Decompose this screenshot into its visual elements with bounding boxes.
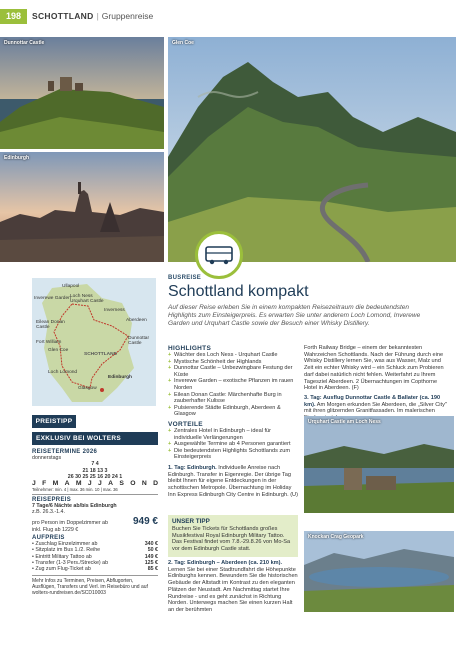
month: M — [52, 480, 59, 488]
tip-text: Buchen Sie Tickets für Schottlands großes Musikfestival Royal Edinburgh Military Tattoo. Das Festival findet vom 7.8.-29.8.26 von Mo-Sa vor dem Edinburgh Castle statt. — [172, 526, 291, 552]
bus-icon — [195, 231, 243, 279]
preis-heading: REISEPREIS — [32, 497, 72, 504]
glencoe-photo — [168, 37, 456, 262]
col3-text: Forth Railway Bridge – einem der bekanntesten Wahrzeichen Schottlands. Nach der Führung durch eine Whisky Distillery lernen Sie, was aus Wasser, Malz und Zeit ein echter Whisky wird – ein Schluck zum Probieren darf dabei natürlich nicht fehlen. Weiterfahrt zu Ihrem Tagesziel Aberdeen. 2 Übernachtungen im Copthorne Hotel in Aberdeen. (F) — [304, 345, 444, 392]
tour-kicker: BUSREISE — [168, 275, 202, 281]
month: S — [119, 480, 124, 488]
map-label: Loch Lomond — [48, 370, 78, 375]
map-label: Eilean Donan Castle — [36, 320, 65, 330]
highlight-item: + Eilean Donan Castle: Märchenhafte Burg in zauberhafter Kulisse — [168, 392, 298, 405]
aufpreis-label: Zug zum Flug-Ticket ab — [35, 566, 91, 573]
day3-text: Am Morgen erkunden Sie Aberdeen, die „Silver City" mit ihren glitzernden Granitfassaden. Im malerischen — [304, 401, 447, 415]
month-row — [32, 480, 158, 487]
aufpreis-value: 50 € — [147, 547, 158, 554]
vorteil-item: + Die bedeutendsten Highlights Schottlands zum Einsteigerpreis — [168, 448, 298, 461]
month: O — [130, 480, 136, 488]
vorteile-heading: VORTEILE — [168, 420, 203, 428]
aufpreis-label: Transfer (1-3 Pers./Strecke) ab — [35, 559, 109, 566]
day1-text: Individuelle Anreise nach Edinburgh. Transfer in Eigenregie. Der übrige Tag bleibt Ihnen für eigene Entdeckungen in der schottischen Metropole. Übernachtung im Holiday Inn Express Edinburgh City Centre in Edinburgh. (U) — [168, 464, 298, 498]
preistipp-badge: PREISTIPP — [32, 415, 76, 428]
page-number: 198 — [0, 9, 27, 24]
aufpreis-value: 85 € — [147, 566, 158, 573]
photo-caption: Urquhart Castle am Loch Ness — [308, 419, 381, 425]
dates-row: 7 4 — [91, 461, 99, 468]
price-box — [32, 449, 158, 596]
aufpreis-row: • Zug zum Flug-Ticket ab 85 € — [32, 566, 158, 573]
map-label: Dunnottar Castle — [128, 336, 150, 346]
month: J — [87, 480, 92, 488]
map-label: Edinburgh — [108, 375, 132, 380]
photo-caption: Knockan Crag Geopark — [308, 534, 364, 540]
day2-paragraph — [168, 560, 298, 614]
highlight-item: + Pulsierende Städte Edinburgh, Aberdeen & Glasgow — [168, 405, 298, 418]
dunnottar-photo — [0, 37, 164, 149]
highlight-item: + Dunnottar Castle – Unbezwingbare Festung der Küste — [168, 365, 298, 378]
highlight-item: + Wächter des Loch Ness - Urquhart Castle — [168, 352, 298, 359]
highlight-item: + Inverewe Garden – exotische Pflanzen im rauen Norden — [168, 378, 298, 391]
aufpreis-value: 149 € — [144, 553, 158, 560]
aufpreis-label: Sitzplatz im Bus 1./2. Reihe — [35, 547, 101, 554]
aufpreis-row: • Eintritt Military Tattoo ab 149 € — [32, 553, 158, 560]
map-label: Inverness — [104, 308, 125, 313]
weekday: donnerstags — [32, 455, 62, 461]
section-header: SCHOTTLAND | Gruppenreise — [32, 11, 154, 21]
map-label: Fort William — [36, 340, 62, 345]
aufpreis-value: 125 € — [144, 559, 158, 566]
map-label: Loch Ness Urquhart Castle — [70, 294, 104, 304]
aufpreis-heading: AUFPREIS — [32, 535, 65, 542]
day3-title: 3. Tag: Ausflug Dunnottar Castle & Ballater (ca. 190 km). — [304, 394, 441, 408]
day1-title: 1. Tag: Edinburgh. — [168, 464, 217, 471]
day2-text: Lernen Sie bei einer Stadtrundfahrt die Höhepunkte Edinburghs kennen. Bewundern Sie die historischen Gebäude der Altstadt im Kontrast zu den eleganten Plätzen der Neustadt. Am Nachmittag startet Ihre Rundreise - und es geht zunächst in Richtung Norden. Unterwegs machen Sie einen kurzen Halt an der berühmten — [168, 566, 298, 613]
month: J — [32, 480, 36, 488]
month: N — [141, 480, 147, 488]
unser-tipp-box — [168, 515, 298, 557]
dates-row: 26 30 25 25 16 20 24 1 — [67, 473, 123, 480]
price-value: 949 € — [132, 515, 158, 527]
tip-title: UNSER TIPP — [172, 518, 210, 525]
aufpreis-label: Zuschlag Einzelzimmer ab — [35, 541, 98, 548]
preis-line: pro Person im Doppelzimmer ab — [32, 520, 108, 527]
aufpreis-row: • Sitzplatz im Bus 1./2. Reihe 50 € — [32, 547, 158, 554]
aufpreis-row: • Transfer (1-3 Pers./Strecke) ab 125 € — [32, 559, 158, 566]
day2-continued — [304, 345, 450, 422]
map-label: Glasgow — [78, 386, 97, 391]
preis-line: z.B. 26.3.-1.4. — [32, 509, 65, 516]
month: F — [42, 480, 47, 488]
vorteil-item: + Zentrales Hotel in Edinburgh – ideal für individuelle Verlängerungen — [168, 428, 298, 441]
highlights-heading: HIGHLIGHTS — [168, 345, 212, 352]
section-title: SCHOTTLAND — [32, 11, 94, 21]
dates-row: 21 18 13 3 — [82, 467, 108, 474]
day1-paragraph — [168, 465, 298, 499]
section-subtitle: Gruppenreise — [101, 11, 154, 21]
preis-line: inkl. Flug ab 1229 € — [32, 526, 79, 533]
vorteil-item: + Ausgewählte Termine ab 4 Personen garantiert — [168, 441, 298, 448]
highlight-item: + Mystische Schönheit der Highlands — [168, 359, 298, 366]
participant-legend: Teilnehmer: min. 4 | max. 36 min. 10 | max. 36 — [32, 487, 118, 493]
map-label: Inverewe Garden — [34, 296, 71, 301]
map-label: Aberdeen — [126, 318, 147, 323]
price-footer: Mehr Infos zu Terminen, Preisen, Abflugorten, Ausflügen, Transfers und Verl. im Reisebüro und auf wolters-rundreisen.de/SCD10003 — [32, 577, 148, 596]
aufpreis-value: 340 € — [144, 541, 158, 548]
month: J — [97, 480, 102, 488]
edinburgh-photo — [0, 152, 164, 262]
month: A — [64, 480, 70, 488]
photo-caption: Dunnottar Castle — [4, 40, 45, 46]
day2-title: 2. Tag: Edinburgh – Aberdeen (ca. 210 km). — [168, 560, 283, 566]
map-label: Ullapool — [62, 284, 80, 289]
month: A — [108, 480, 113, 488]
aufpreis-row: • Zuschlag Einzelzimmer ab 340 € — [32, 541, 158, 548]
aufpreis-label: Eintritt Military Tattoo ab — [35, 553, 92, 560]
map-label: Glen Coe — [48, 348, 69, 353]
month: D — [153, 480, 158, 488]
photo-caption: Glen Coe — [172, 40, 194, 46]
knockan-photo — [304, 531, 454, 612]
route-map — [32, 278, 156, 406]
tour-title: Schottland kompakt — [168, 283, 309, 300]
urquhart-photo — [304, 416, 454, 513]
month: M — [75, 480, 82, 488]
photo-caption: Edinburgh — [4, 155, 29, 161]
termine-heading: REISETERMINE 2026 — [32, 449, 98, 455]
map-country-label: SCHOTTLAND — [84, 352, 118, 357]
tour-lead: Auf dieser Reise erleben Sie in einem kompakten Reisezeitraum die bedeutendsten Highlights zum Einsteigerpreis. Es erwarten Sie unter anderem Loch Lomond, Inverewe Garden und Urquhart Castle sowie der Besuch einer Whisky Distillery. — [168, 304, 421, 327]
highlights-section — [168, 345, 298, 498]
exklusiv-banner: EXKLUSIV BEI WOLTERS — [32, 432, 158, 445]
preis-line: 7 Tage/6 Nächte ab/bis Edinburgh — [32, 503, 117, 510]
